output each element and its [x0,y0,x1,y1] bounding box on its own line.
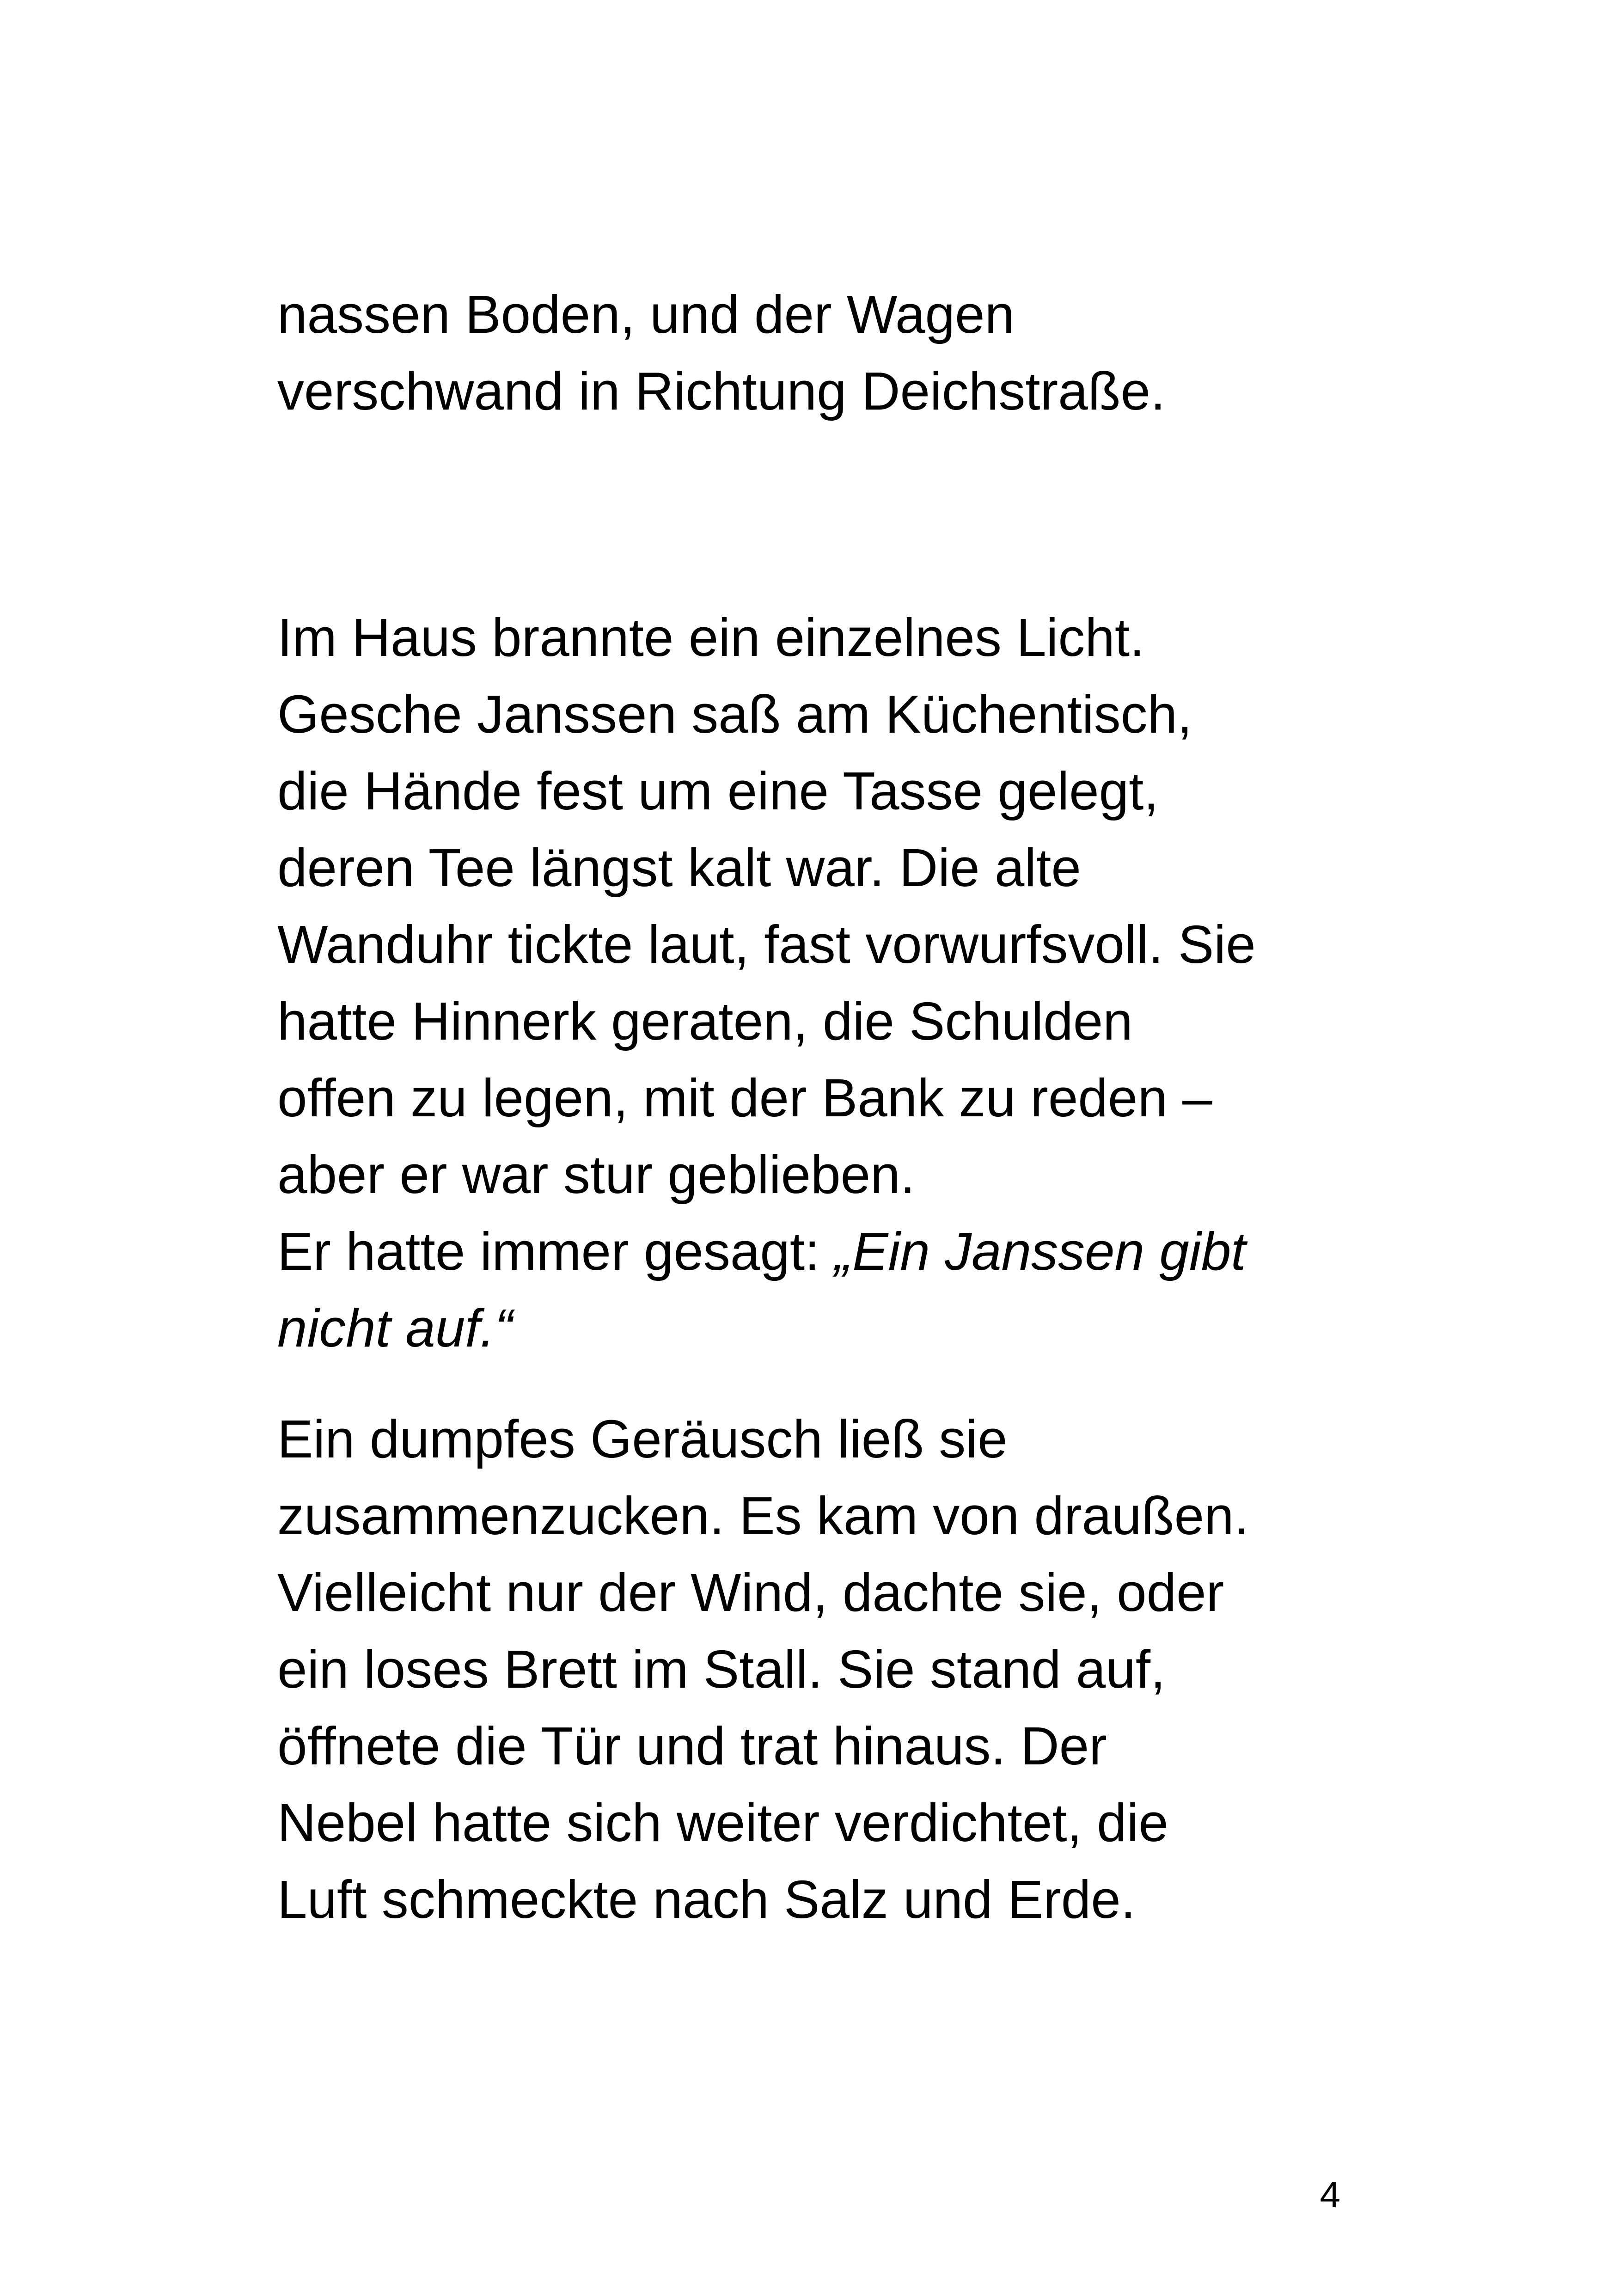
paragraph-line: die Hände fest um eine Tasse gelegt, [277,761,1159,821]
paragraph-line: Im Haus brannte ein einzelnes Licht. [277,607,1145,667]
paragraph-line: deren Tee längst kalt war. Die alte [277,838,1081,898]
paragraph-line: Wanduhr tickte laut, fast vorwurfsvoll. Sie [277,914,1256,974]
quote-text-part-2: nicht auf.“ [277,1298,513,1358]
quote-text-part-1: „Ein Janssen gibt [834,1221,1246,1281]
paragraph-line: offen zu legen, mit der Bank zu reden – [277,1068,1212,1128]
paragraph-line: Gesche Janssen saß am Küchentisch, [277,684,1192,744]
paragraph-line: hatte Hinnerk geraten, die Schulden [277,991,1133,1051]
paragraph-2 [277,599,1340,1366]
paragraph-line: Vielleicht nur der Wind, dachte sie, oder [277,1562,1224,1623]
paragraph-line: zusammenzucken. Es kam von draußen. [277,1486,1249,1546]
paragraph-line: ein loses Brett im Stall. Sie stand auf, [277,1639,1166,1699]
paragraph-line: nassen Boden, und der Wagen [277,284,1015,344]
paragraph-line: Nebel hatte sich weiter verdichtet, die [277,1793,1168,1853]
quote-intro: Er hatte immer gesagt: [277,1221,835,1281]
paragraph-line: Ein dumpfes Geräusch ließ sie [277,1409,1008,1469]
paragraph-line: Luft schmeckte nach Salz und Erde. [277,1869,1136,1929]
paragraph-line: verschwand in Richtung Deichstraße. [277,361,1166,421]
paragraph-line: aber er war stur geblieben. [277,1145,915,1205]
paragraph-1 [277,276,1340,429]
paragraph-line: öffnete die Tür und trat hinaus. Der [277,1716,1107,1776]
page-number: 4 [1320,2174,1340,2215]
quote-line [277,1213,1340,1290]
paragraph-3 [277,1401,1340,1938]
